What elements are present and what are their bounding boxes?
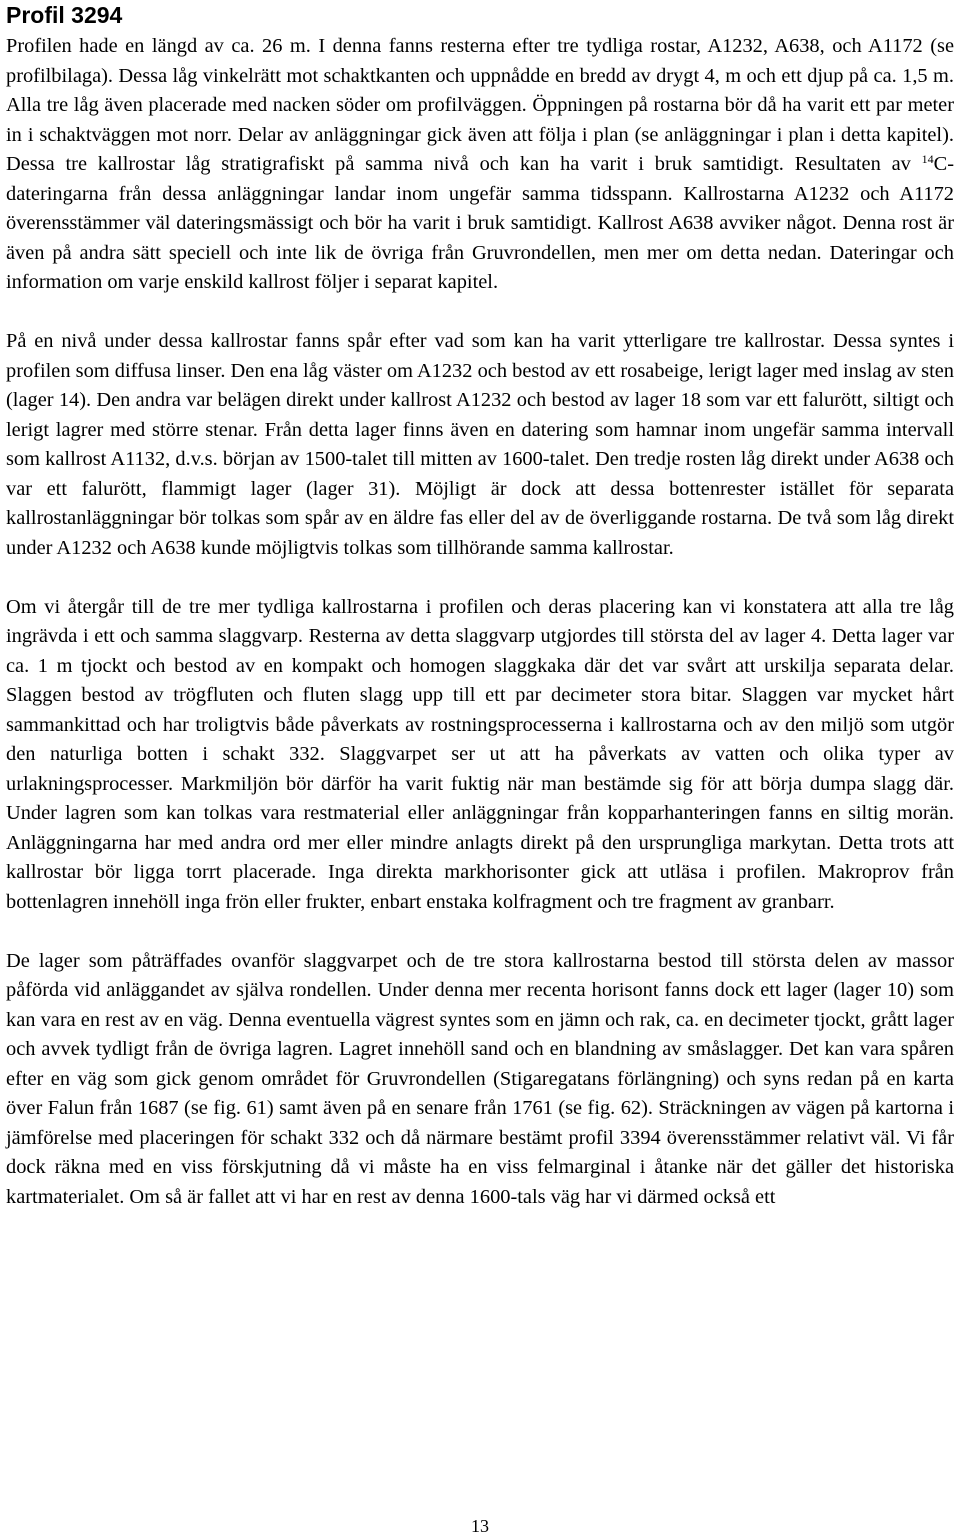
paragraph-3: Om vi återgår till de tre mer tydliga kallrostarna i profilen och deras placering kan vi konstatera att alla tre låg ingrävda i ett och samma slaggvarp. Resterna av detta slaggvarp utgjordes till största del av lager 4. Detta lager var ca. 1 m tjockt och bestod av en kompakt och homogen slaggkaka där det var svårt att urskilja separata delar. Slaggen bestod av trögfluten och fluten slagg upp till ett par decimeter stora bitar. Slaggen var mycket hårt sammankittad och har troligtvis både påverkats av rostningsprocesserna i kallrostarna och av den miljö som utgör den naturliga botten i schakt 332. Slaggvarpet ser ut att ha påverkats av vatten och olika typer av urlakningsprocesser. Markmiljön bör därför ha varit fuktig när man bestämde sig för att börja dumpa slagg där. Under lagren som kan tolkas vara restmaterial eller anläggningar från kopparhanteringen fanns en siltig morän. Anläggningarna har med andra ord mer eller mindre anlagts direkt på den ursprungliga markytan. Detta trots att kallrostar bör ligga torrt placerade. Inga direkta markhorisonter gick att utläsa i profilen. Makroprov från bottenlagren innehöll inga frön eller frukter, enbart enstaka kolfragment och tre fragment av granbarr. xyxy=(6,595,954,913)
paragraph-1-text-b: C-dateringarna från dessa anläggningar landar inom ungefär samma tidsspann. Kallrostarna A1232 och A1172 överensstämmer väl dateringsmässigt och bör ha varit i bruk samtidigt. Kallrost A638 avviker något. Denna rost är även på andra sätt speciell och inte lik de övriga från Gruvrondellen, men mer om detta nedan. Dateringar och information om varje enskild kallrost följer i separat kapitel. xyxy=(6,153,954,293)
isotope-superscript: 14 xyxy=(921,152,934,166)
paragraph-1-text-a: Profilen hade en längd av ca. 26 m. I denna fanns resterna efter tre tydliga rostar, A1232, A638, och A1172 (se profilbilaga). Dessa låg vinkelrätt mot schaktkanten och uppnådde en bredd av drygt 4, m och ett djup på ca. 1,5 m. Alla tre låg även placerade med nacken söder om profilväggen. Öppningen på rostarna bör då ha varit ett par meter in i schaktväggen mot norr. Delar av anläggningar gick även att följa i plan (se anläggningar i plan i detta kapitel). Dessa tre kallrostar låg stratigrafiskt på samma nivå och kan ha varit i bruk samtidigt. Resultaten av xyxy=(6,35,954,175)
body-text xyxy=(6,32,954,1212)
section-heading: Profil 3294 xyxy=(6,2,123,28)
page-number: 13 xyxy=(471,1516,489,1536)
paragraph-2: På en nivå under dessa kallrostar fanns spår efter vad som kan ha varit ytterligare tre kallrostar. Dessa syntes i profilen som diffusa linser. Den ena låg väster om A1232 och bestod av ett rosabeige, lerigt lager med inslag av sten (lager 14). Den andra var belägen direkt under kallrost A1232 och bestod av lager 18 som var ett falurött, siltigt och lerigt lagrer med större stenar. Från detta lager finns även en datering som hamnar inom ungefär samma intervall som kallrost A1132, d.v.s. början av 1500-talet till mitten av 1600-talet. Den tredje rosten låg direkt under A638 och var ett falurött, flammigt lager (lager 31). Möjligt är dock att dessa bottenrester istället för separata kallrostanläggningar bör tolkas som spår av en äldre fas eller del av de överliggande rostarna. De två som låg direkt under A1232 och A638 kunde möjligtvis tolkas som tillhörande samma kallrostar. xyxy=(6,330,954,559)
paragraph-4: De lager som påträffades ovanför slaggvarpet och de tre stora kallrostarna bestod till största delen av massor påförda vid anläggandet av själva rondellen. Under denna mer recenta horisont fanns dock ett lager (lager 10) som kan vara en rest av en väg. Denna eventuella vägrest syntes som en jämn och rak, ca. en decimeter tjockt, grått lager och avvek tydligt från de övriga lagren. Lagret innehöll sand och en blandning av småslagger. Det kan vara spåren efter en väg som gick genom området för Gruvrondellen (Stigaregatans förlängning) och syns redan på en karta över Falun från 1687 (se fig. 61) samt även på en senare från 1761 (se fig. 62). Sträckningen av vägen på kartorna i jämförelse med placeringen för schakt 332 och då närmare bestämt profil 3394 överensstämmer relativt väl. Vi får dock räkna med en viss förskjutning då vi måste ha en viss felmarginal i åtanke när det gäller det historiska kartmaterialet. Om så är fallet att vi har en rest av denna 1600-tals väg har vi därmed också ett xyxy=(6,949,954,1208)
paragraph-1 xyxy=(6,32,954,298)
